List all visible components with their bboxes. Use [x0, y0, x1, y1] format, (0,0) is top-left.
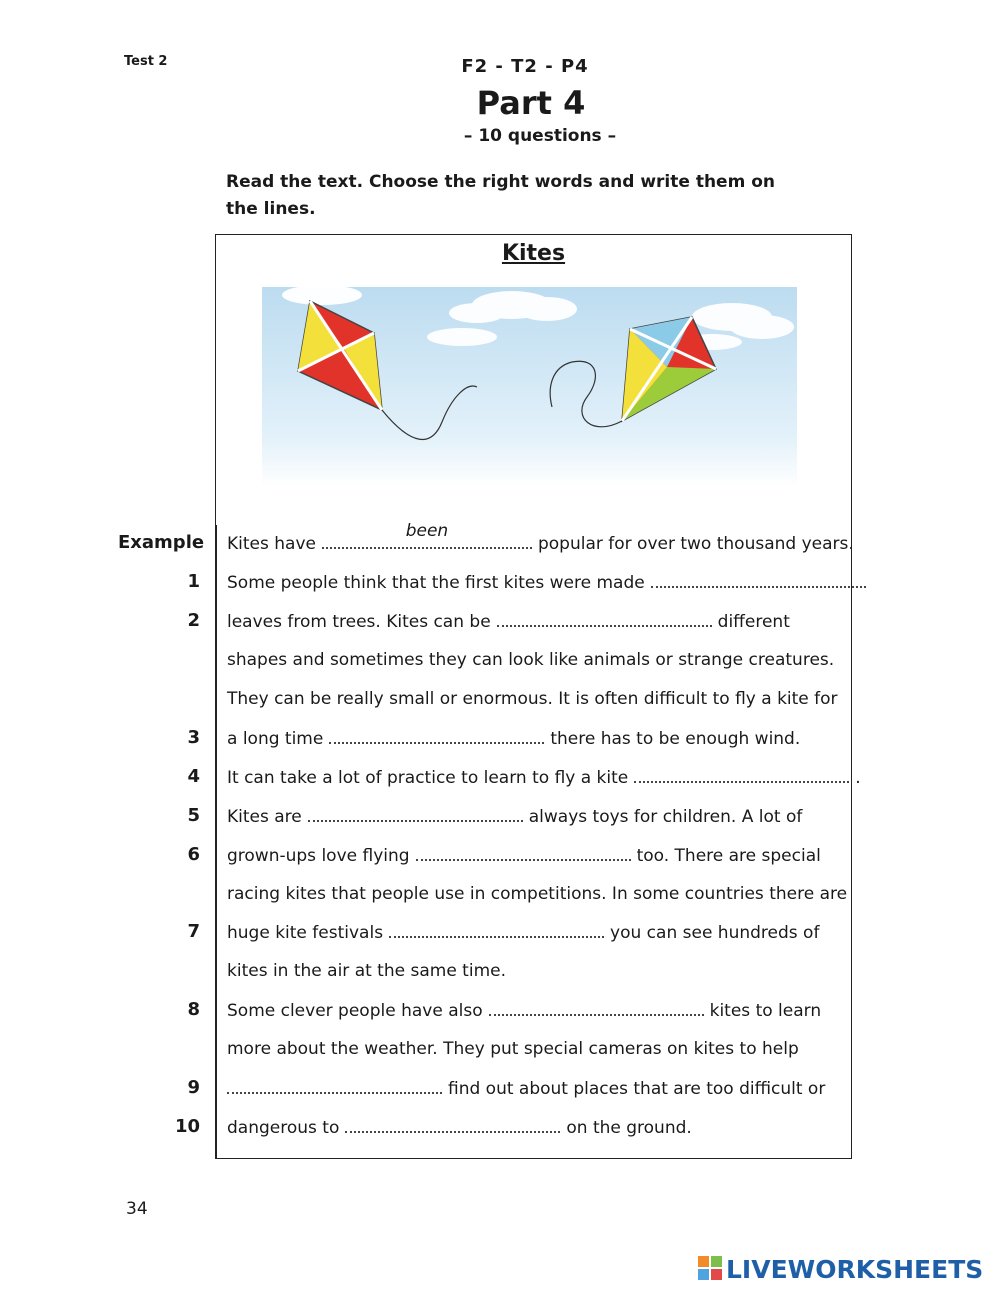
- answer-blank[interactable]: [489, 1000, 704, 1016]
- passage-title: Kites: [501, 241, 566, 266]
- question-number: 3: [187, 727, 200, 748]
- line-text: .: [855, 768, 861, 788]
- line-text: racing kites that people use in competitions. In some countries there are: [227, 884, 848, 904]
- worksheet-code: F2 - T2 - P4: [461, 56, 589, 77]
- passage-line: [227, 650, 834, 670]
- line-text: find out about places that are too difficult or: [448, 1079, 826, 1099]
- line-text: huge kite festivals: [227, 923, 384, 943]
- line-text: on the ground.: [566, 1118, 692, 1138]
- page-number: 34: [126, 1199, 148, 1219]
- line-text: shapes and sometimes they can look like animals or strange creatures.: [227, 650, 835, 670]
- answer-blank[interactable]: [227, 1078, 442, 1094]
- line-text: They can be really small or enormous. It is often difficult to fly a kite for: [227, 689, 838, 709]
- passage-line: [227, 922, 819, 943]
- line-text: Some people think that the first kites were made: [227, 573, 645, 593]
- answer-blank[interactable]: [389, 922, 604, 938]
- passage-line: [227, 521, 854, 554]
- passage-line: [227, 572, 872, 593]
- question-number: 2: [187, 610, 200, 631]
- question-number: 10: [174, 1116, 200, 1137]
- instructions: Read the text. Choose the right words and write them on the lines.: [226, 172, 775, 219]
- test-label: Test 2: [124, 54, 168, 69]
- passage-line: [227, 689, 838, 709]
- passage-line: [227, 1117, 692, 1138]
- passage-line: [227, 1039, 799, 1059]
- question-number: 4: [187, 766, 200, 787]
- line-text: dangerous to: [227, 1118, 340, 1138]
- example-label: Example: [118, 532, 205, 553]
- answer-blank[interactable]: [651, 572, 866, 588]
- answer-blank[interactable]: [634, 767, 849, 783]
- passage-line: [227, 961, 506, 981]
- line-text: leaves from trees. Kites can be: [227, 612, 491, 632]
- column-divider: [215, 525, 217, 1159]
- kites-illustration: [262, 287, 797, 487]
- answer-blank[interactable]: [329, 728, 544, 744]
- question-number: 5: [187, 805, 200, 826]
- watermark: [698, 1254, 998, 1286]
- passage-line: [227, 806, 802, 827]
- question-count: – 10 questions –: [463, 126, 617, 146]
- line-text: more about the weather. They put special cameras on kites to help: [227, 1039, 799, 1059]
- passage-line: [227, 1000, 821, 1021]
- line-text: a long time: [227, 729, 324, 749]
- watermark-text: LIVEWORKSHEETS: [726, 1255, 984, 1284]
- line-text: kites in the air at the same time.: [227, 961, 506, 981]
- answer-blank[interactable]: [308, 806, 523, 822]
- line-text: too. There are special: [636, 846, 821, 866]
- line-text: always toys for children. A lot of: [528, 807, 803, 827]
- passage-line: [227, 728, 800, 749]
- watermark-logo-icon: [698, 1254, 724, 1284]
- answer-blank[interactable]: [416, 845, 631, 861]
- line-text: different: [717, 612, 790, 632]
- line-text: popular for over two thousand years.: [537, 534, 854, 554]
- part-title: Part 4: [476, 84, 586, 122]
- passage-line: [227, 884, 847, 904]
- question-number: 7: [187, 921, 200, 942]
- example-answer-blank: [322, 521, 532, 549]
- line-text: you can see hundreds of: [610, 923, 820, 943]
- question-number: 9: [187, 1077, 200, 1098]
- passage-line: [227, 767, 861, 788]
- answer-blank[interactable]: [345, 1117, 560, 1133]
- passage-line: [227, 611, 790, 632]
- question-number: 8: [187, 999, 200, 1020]
- line-text: Kites have: [227, 534, 316, 554]
- line-text: Some clever people have also: [227, 1001, 483, 1021]
- answer-blank[interactable]: [497, 611, 712, 627]
- line-text: kites to learn: [709, 1001, 822, 1021]
- passage-line: [227, 1078, 825, 1099]
- question-number: 1: [187, 571, 200, 592]
- line-text: It can take a lot of practice to learn to fly a kite: [227, 768, 629, 788]
- passage-line: [227, 845, 821, 866]
- line-text: Kites are: [227, 807, 302, 827]
- example-answer: been: [405, 521, 449, 541]
- question-number: 6: [187, 844, 200, 865]
- line-text: there has to be enough wind.: [550, 729, 801, 749]
- line-text: grown-ups love flying: [227, 846, 410, 866]
